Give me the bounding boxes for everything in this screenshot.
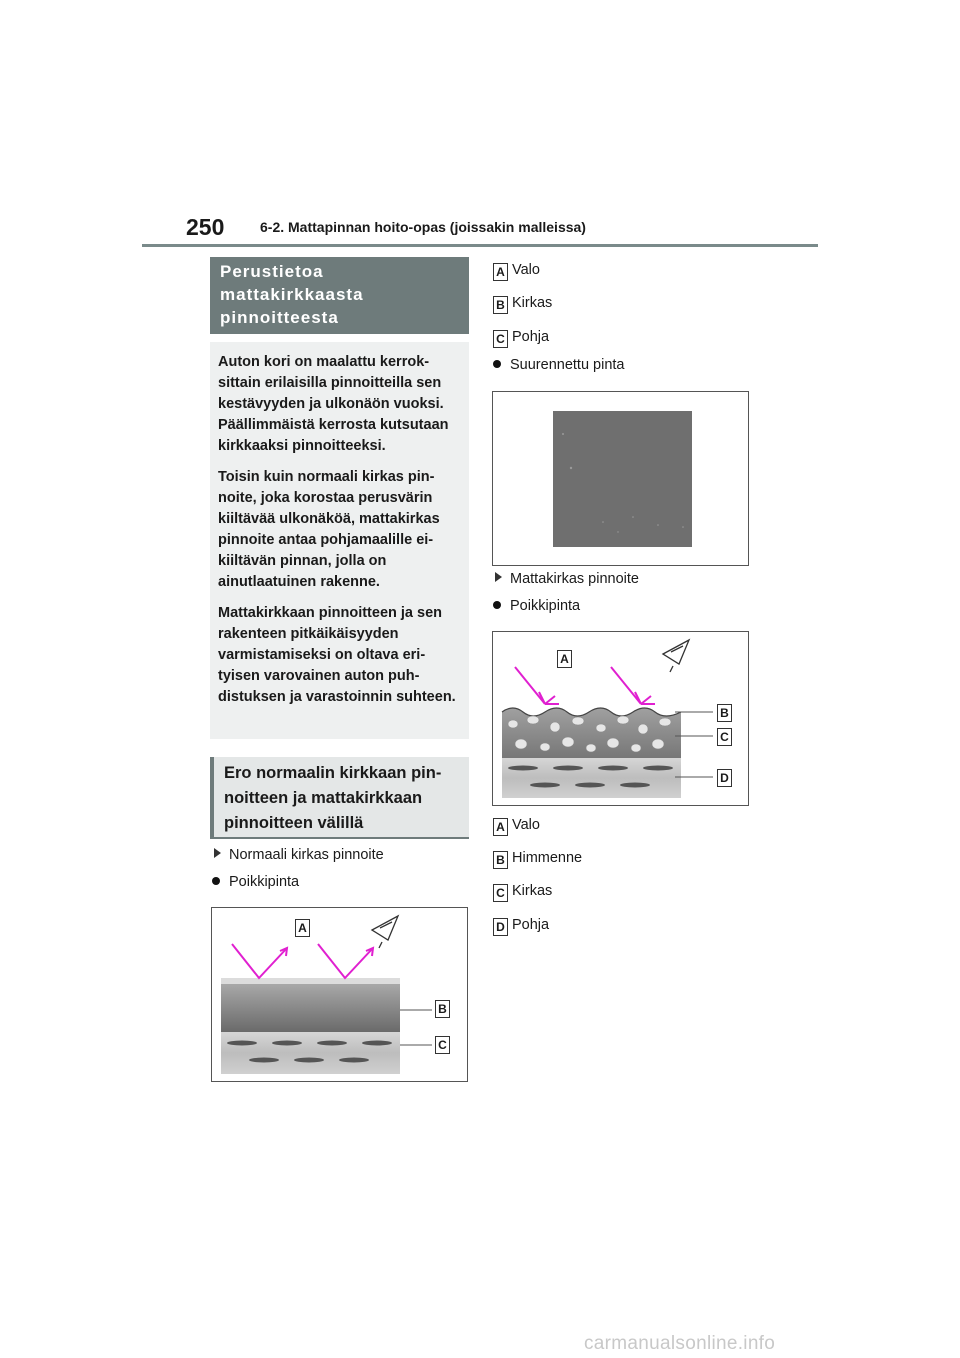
heading-matte-basics: Perustietoa mattakirkkaasta pinnoitteesta	[210, 257, 469, 334]
dot-bullet-icon	[212, 877, 220, 885]
bullet-magnified-label: Suurennettu pinta	[510, 357, 625, 373]
legend2-item-a	[493, 817, 540, 836]
clear-layer	[221, 984, 400, 1032]
legend-text: Valo	[512, 262, 540, 278]
legend-text: Kirkas	[512, 295, 553, 311]
bullet-cross-section-2	[493, 598, 580, 614]
intro-paragraph-2: Toisin kuin normaali kirkas pinnoite, joka korostaa perusvärin kiiltävää ulkonäköä, mattakirkas pinnoite antaa pohjamaalille ei-kiiltävän pinnan, jolla on ainutlaatuinen rakenne.	[218, 469, 440, 590]
matte-base-layer	[502, 758, 681, 798]
legend-text: Valo	[512, 817, 540, 833]
legend-key: B	[493, 851, 508, 869]
normal-coat-diagram	[212, 908, 467, 1081]
legend-text: Kirkas	[512, 883, 553, 899]
watermark[interactable]: carmanualsonline.info	[584, 1333, 776, 1354]
scattered-light-icon	[515, 667, 655, 704]
figure-normal-cross-section	[211, 907, 468, 1082]
eye-icon	[663, 640, 689, 672]
legend-key: A	[493, 263, 508, 281]
dot-bullet-icon	[493, 360, 501, 368]
legend-key: C	[493, 884, 508, 902]
bullet-cross-label: Poikkipinta	[229, 874, 300, 890]
eye-icon	[372, 916, 398, 948]
bullet-cross2-label: Poikkipinta	[510, 598, 581, 614]
intro-paragraph-3: Mattakirkkaan pinnoitteen ja sen rakenteen pitkäikäisyyden varmistamiseksi on oltava erityisen varovainen auton puhdistuksen ja varastoinnin suhteen.	[218, 605, 456, 705]
figure3-label-a: A	[557, 650, 572, 668]
bullet-normal-label: Normaali kirkas pinnoite	[229, 847, 384, 863]
legend1-item-a	[493, 262, 540, 281]
legend-key: C	[493, 330, 508, 348]
figure-matte-cross-section	[492, 631, 749, 806]
matte-coat-diagram	[493, 632, 748, 805]
base-layer	[221, 1032, 400, 1074]
bullet-matte-clear	[495, 571, 639, 587]
surface-photo	[553, 411, 692, 547]
clear-layer-top	[221, 978, 400, 984]
legend-key: D	[493, 918, 508, 936]
figure1-label-b: B	[435, 1000, 450, 1018]
legend-key: A	[493, 818, 508, 836]
legend-key: B	[493, 296, 508, 314]
intro-box	[210, 342, 469, 739]
triangle-bullet-icon	[495, 572, 502, 582]
bullet-normal-clear	[214, 847, 384, 863]
intro-paragraph-1: Auton kori on maalattu kerroksittain erilaisilla pinnoitteilla sen kestävyyden ja ulkonäön vuoksi. Päällimmäistä kerrosta kutsutaan kirkkaaksi pinnoitteeksi.	[218, 354, 449, 454]
dot-bullet-icon	[493, 601, 501, 609]
triangle-bullet-icon	[214, 848, 221, 858]
figure3-label-d: D	[717, 769, 732, 787]
heading-difference: Ero normaalin kirkkaan pinnoitteen ja mattakirkkaan pinnoitteen välillä	[210, 757, 469, 837]
legend2-item-c	[493, 883, 552, 902]
figure3-label-b: B	[717, 704, 732, 722]
figure3-label-c: C	[717, 728, 732, 746]
bullet-magnified	[493, 357, 624, 373]
figure-magnified-surface	[492, 391, 749, 566]
magnified-surface-photo	[493, 392, 748, 565]
figure1-label-c: C	[435, 1036, 450, 1054]
legend-text: Himmenne	[512, 850, 583, 866]
bullet-cross-section-1	[212, 874, 299, 890]
header-divider	[142, 244, 818, 247]
bullet-matte-label: Mattakirkas pinnoite	[510, 571, 639, 587]
section-title: 6-2. Mattapinnan hoito-opas (joissakin malleissa)	[260, 219, 586, 235]
page-number: 250	[186, 214, 225, 240]
legend1-item-c	[493, 329, 549, 348]
legend2-item-b	[493, 850, 582, 869]
legend2-item-d	[493, 917, 549, 936]
light-ray-icon	[232, 944, 373, 978]
legend-text: Pohja	[512, 329, 550, 345]
heading-divider	[210, 837, 469, 839]
figure1-label-a: A	[295, 919, 310, 937]
legend1-item-b	[493, 295, 552, 314]
legend-text: Pohja	[512, 917, 550, 933]
